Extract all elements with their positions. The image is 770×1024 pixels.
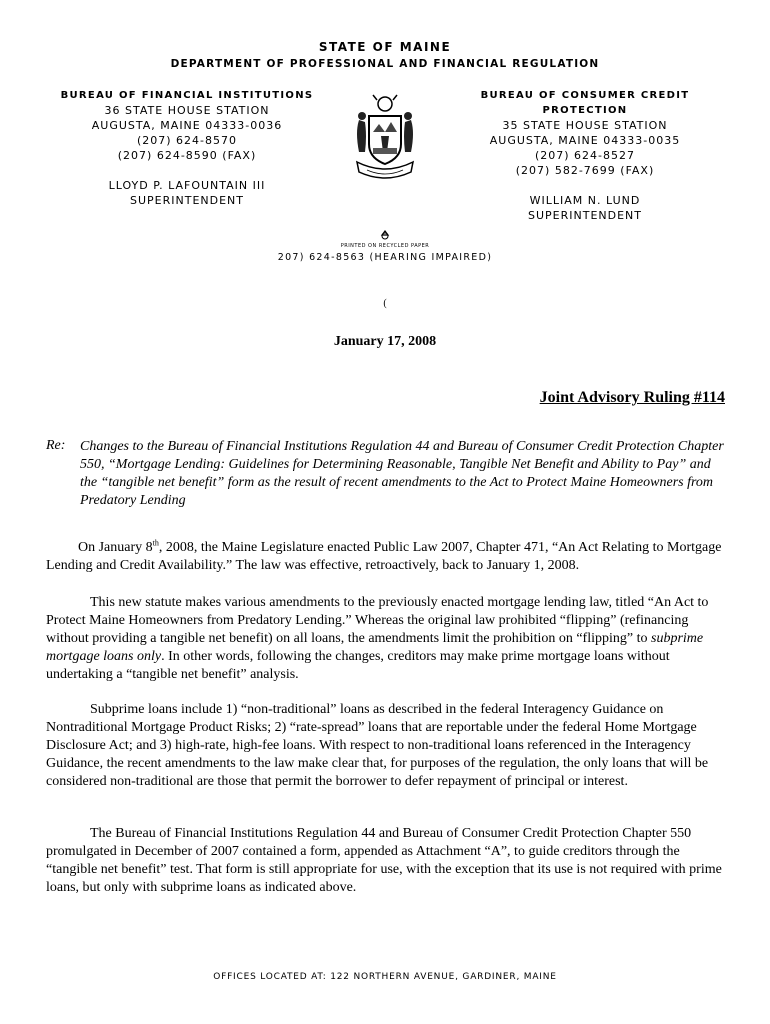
p2-start: This new statute makes various amendments to the previously enacted mortgage lending law, titled “An Act to Protect Maine Homeowners from Predatory Lending.” Whereas the original law prohibited “flipping” (refinancing without providing a tangible net benefit) on all loans, the amendments limit the prohibition on “flipping” to: [46, 595, 709, 646]
ruling-title: Joint Advisory Ruling #114: [539, 389, 725, 406]
left-official-title: SUPERINTENDENT: [130, 194, 244, 207]
p1-start: On January 8: [78, 540, 153, 555]
body-paragraph-4: [46, 825, 726, 897]
p1-superscript: th: [152, 538, 159, 548]
left-bureau-name: BUREAU OF FINANCIAL INSTITUTIONS: [60, 90, 314, 101]
hearing-impaired-line: 207) 624-8563 (HEARING IMPAIRED): [277, 252, 493, 263]
right-bureau-block: [470, 88, 700, 178]
left-bureau-fax: (207) 624-8590 (FAX): [117, 149, 257, 162]
left-bureau-block: [52, 88, 322, 163]
p4-text: The Bureau of Financial Institutions Regulation 44 and Bureau of Consumer Credit Protection Chapter 550 promulgated in December of 2007 contained a form, appended as Attachment “A”, to guide creditors through the “tangible net benefit” test. That form is still appropriate for use, with the exception that its use is not required with prime loans, but only with subprime loans as indicated above.: [46, 826, 722, 895]
right-official-name: WILLIAM N. LUND: [529, 194, 641, 207]
letter-date: January 17, 2008: [333, 334, 437, 349]
stray-mark: (: [383, 298, 387, 309]
body-paragraph-3: [46, 701, 726, 791]
right-bureau-name-line2: PROTECTION: [542, 105, 628, 116]
left-bureau-city: AUGUSTA, MAINE 04333-0036: [91, 119, 283, 132]
left-bureau-street: 36 STATE HOUSE STATION: [104, 104, 270, 117]
footer-address: OFFICES LOCATED AT: 122 NORTHERN AVENUE, GARDINER, MAINE: [213, 972, 557, 982]
body-paragraph-1: [46, 539, 726, 575]
p3-text: Subprime loans include 1) “non-traditional” loans as described in the federal Interagency Guidance on Nontraditional Mortgage Product Risks; 2) “rate-spread” loans that are reportable under the federal Home Mortgage Disclosure Act; and 3) high-rate, high-fee loans. With respect to non-traditional loans referenced in the Interagency Guidance, the recent amendments to the law make clear that, for purposes of the regulation, the only loans that will be considered non-traditional are those that permit the borrower to defer repayment of principal or interest.: [46, 702, 709, 789]
body-paragraph-2: [46, 594, 726, 684]
right-bureau-city: AUGUSTA, MAINE 04333-0035: [489, 134, 681, 147]
recycled-paper-note: PRINTED ON RECYCLED PAPER: [340, 243, 430, 249]
p2-emphasis: subprime mortgage loans only: [46, 631, 704, 664]
right-bureau-phone: (207) 624-8527: [534, 149, 636, 162]
right-official-title: SUPERINTENDENT: [528, 209, 642, 222]
right-bureau-fax: (207) 582-7699 (FAX): [515, 164, 655, 177]
left-official: [52, 178, 322, 208]
right-bureau-name-line1: BUREAU OF CONSUMER CREDIT: [480, 90, 690, 101]
re-label: Re:: [46, 438, 66, 453]
re-subject: Changes to the Bureau of Financial Institutions Regulation 44 and Bureau of Consumer Credit Protection Chapter 550, “Mortgage Lending: Guidelines for Determining Reasonable, Tangible Net Benefit and Ability to Pay” and the “tangible net benefit” form as the result of recent amendments to the Act to Protect Maine Homeowners from Predatory Lending: [80, 439, 724, 508]
left-official-name: LLOYD P. LAFOUNTAIN III: [108, 179, 266, 192]
p2-rest: . In other words, following the changes, creditors may make prime mortgage loans without undertaking a “tangible net benefit” analysis.: [46, 649, 670, 682]
department-title: DEPARTMENT OF PROFESSIONAL AND FINANCIAL REGULATION: [170, 58, 600, 70]
right-official: [470, 193, 700, 223]
left-bureau-phone: (207) 624-8570: [136, 134, 238, 147]
state-seal-icon: [345, 92, 425, 187]
state-title: STATE OF MAINE: [318, 40, 452, 54]
right-bureau-street: 35 STATE HOUSE STATION: [502, 119, 668, 132]
p1-rest: , 2008, the Maine Legislature enacted Public Law 2007, Chapter 471, “An Act Relating to Mortgage Lending and Credit Availability.” The law was effective, retroactively, back to January 1, 2008.: [46, 540, 722, 573]
